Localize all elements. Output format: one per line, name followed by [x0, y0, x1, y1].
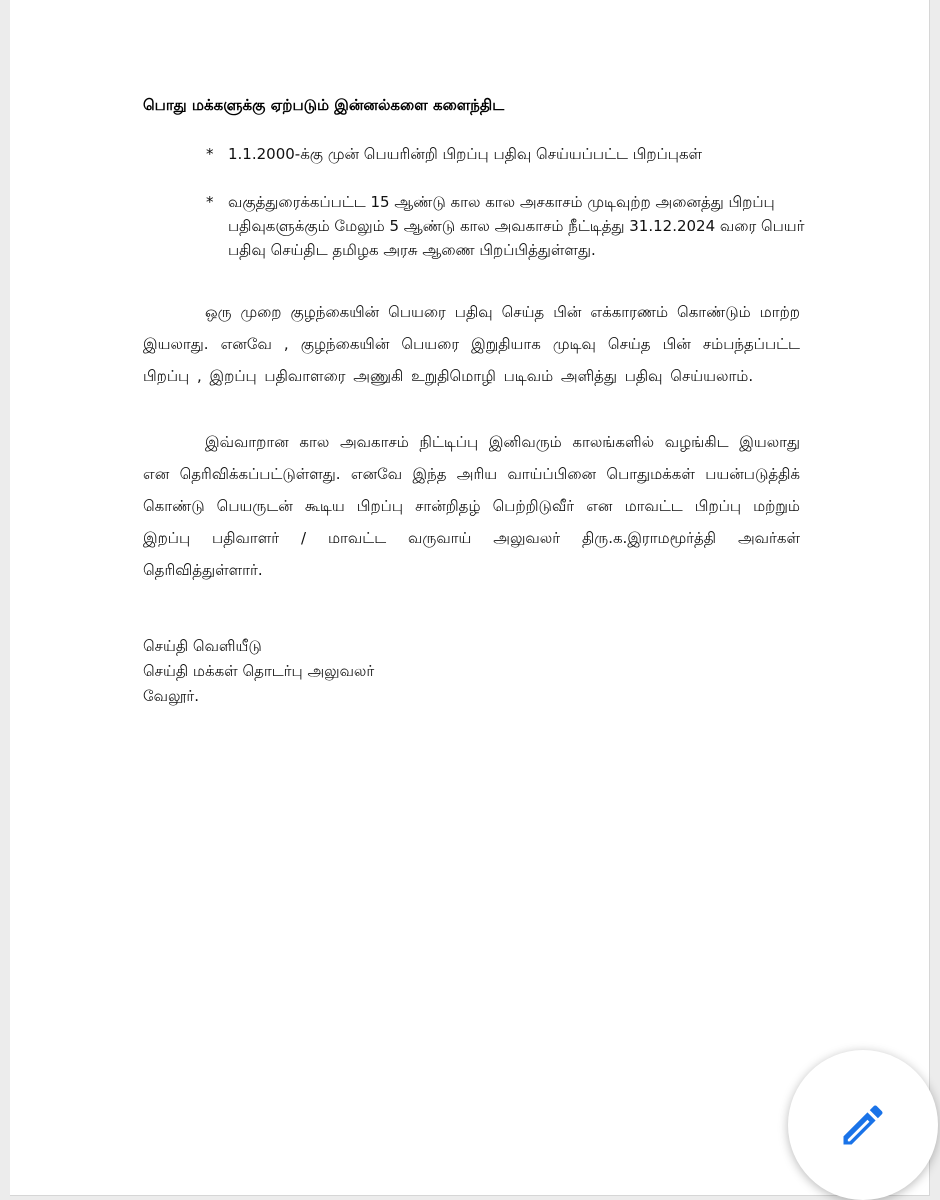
paragraph-2: இவ்வாறான கால அவகாசம் நிட்டிப்பு இனிவரும் காலங்களில் வழங்கிட இயலாது என தெரிவிக்கப்பட்டுள்ளது. எனவே இந்த அரிய வாய்ப்பினை பொதுமக்கள் பயன்படுத்திக் கொண்டு பெயருடன் கூடிய பிறப்பு சான்றிதழ் பெற்றிடுவீர் என மாவட்ட பிறப்பு மற்றும் இறப்பு பதிவாளர் / மாவட்ட வருவாய் அலுவலர் திரு.க.இராமமூர்த்தி அவர்கள் தெரிவித்துள்ளார். — [143, 433, 800, 579]
bullet-text: 1.1.2000-க்கு முன் பெயரின்றி பிறப்பு பதிவு செய்யப்பட்ட பிறப்புகள் — [228, 145, 703, 163]
signature-line-2: செய்தி மக்கள் தொடர்பு அலுவலர் — [143, 662, 375, 680]
signature-line-3: வேலூர். — [143, 687, 199, 705]
edit-button[interactable] — [788, 1050, 938, 1200]
bullet-item-2 — [206, 190, 806, 262]
document-heading: பொது மக்களுக்கு ஏற்படும் இன்னல்களை களைந்திட — [143, 96, 505, 114]
bullet-marker: * — [206, 145, 214, 163]
pencil-edit-icon — [837, 1099, 889, 1151]
paragraph-1: ஒரு முறை குழந்கையின் பெயரை பதிவு செய்த பின் எக்காரணம் கொண்டும் மாற்ற இயலாது. எனவே , குழந்கையின் பெயரை இறுதியாக முடிவு செய்த பின் சம்பந்தப்பட்ட பிறப்பு , இறப்பு பதிவாளரை அணுகி உறுதிமொழி படிவம் அளித்து பதிவு செய்யலாம். — [143, 303, 800, 385]
bullet-text: வகுத்துரைக்கப்பட்ட 15 ஆண்டு கால கால அசகாசம் முடிவுற்ற அனைத்து பிறப்பு பதிவுகளுக்கும் மேலும் 5 ஆண்டு கால அவகாசம் நீட்டித்து 31.12.2024 வரை பெயர் பதிவு செய்திட தமிழக அரசு ஆணை பிறப்பித்துள்ளது. — [228, 193, 805, 259]
bullet-item-1 — [206, 142, 806, 166]
bullet-marker: * — [206, 193, 214, 211]
document-page — [10, 0, 930, 1196]
signature-line-1: செய்தி வெளியீடு — [143, 637, 262, 655]
signature-block — [143, 634, 374, 709]
